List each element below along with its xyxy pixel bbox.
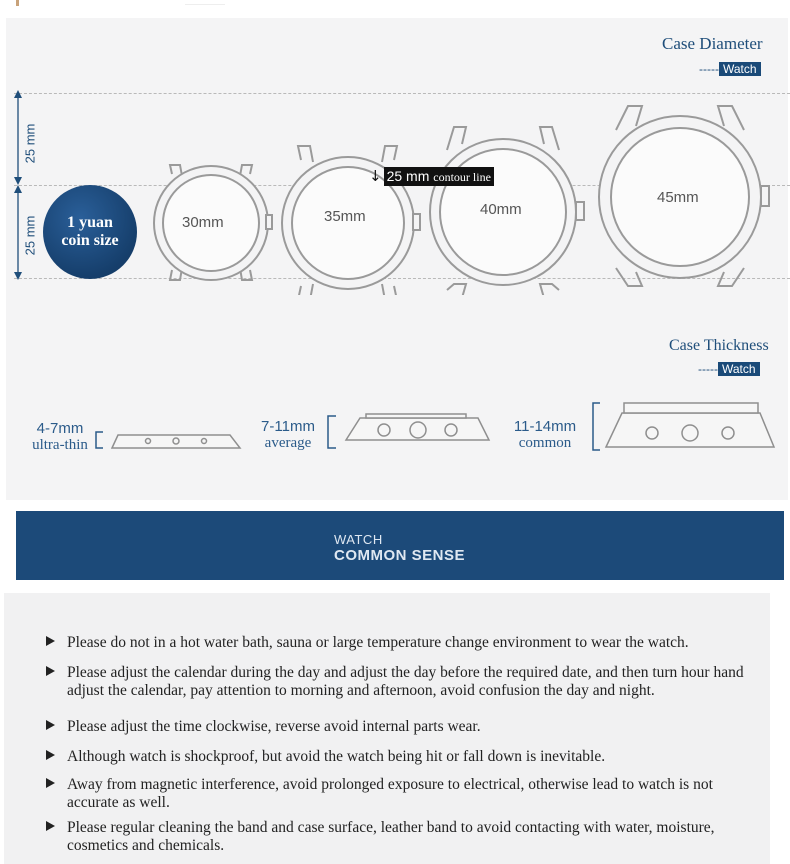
triangle-bullet-icon: [46, 750, 55, 760]
top-divider: [185, 4, 225, 5]
banner-line1: WATCH: [334, 532, 383, 547]
case-thickness-heading: Case Thickness: [669, 337, 769, 354]
thickness-profiles-svg: [0, 395, 790, 460]
thickness-kind: common: [518, 435, 572, 451]
triangle-bullet-icon: [46, 636, 55, 646]
thickness-range: 4-7mm: [36, 420, 84, 437]
case-diameter-tag: [699, 62, 761, 76]
banner-line2: COMMON SENSE: [334, 547, 466, 564]
contour-value: 25 mm: [386, 167, 430, 184]
tip-item: Please do not in a hot water bath, sauna or large temperature change environment to wear the watch.: [46, 634, 768, 652]
triangle-bullet-icon: [46, 778, 55, 788]
tip-item: Please adjust the time clockwise, reverse avoid internal parts wear.: [46, 718, 768, 736]
tag-dash: -----: [698, 362, 718, 376]
common-sense-banner: [16, 511, 784, 580]
bottom-measure-label: 25 mm: [22, 215, 38, 256]
case-diameter-heading: Case Diameter: [662, 34, 763, 53]
coin-line2: coin size: [61, 232, 119, 249]
tip-item: Please adjust the calendar during the day and adjust the day before the required date, and then turn hour hand adjust the calendar, pay attention to morning and afternoon, avoid confusion the day and night.: [46, 664, 768, 700]
tip-item: Please regular cleaning the band and case surface, leather band to avoid contacting with water, moisture, cosmetics and chemicals.: [46, 819, 768, 855]
watch-45mm-label: 45mm: [657, 189, 699, 206]
triangle-bullet-icon: [46, 720, 55, 730]
watch-tag: Watch: [718, 362, 760, 376]
tip-item: Away from magnetic interference, avoid prolonged exposure to electrical, otherwise lead to watch is not accurate as well.: [46, 776, 768, 812]
thickness-range: 7-11mm: [261, 418, 315, 435]
triangle-bullet-icon: [46, 821, 55, 831]
contour-label: contour line: [433, 169, 491, 184]
down-arrow-icon: ↓: [369, 167, 382, 185]
watch-tag: Watch: [719, 62, 761, 76]
watch-30mm-label: 30mm: [182, 214, 224, 231]
watch-35mm-label: 35mm: [324, 208, 366, 225]
case-thickness-tag: [698, 362, 760, 376]
triangle-bullet-icon: [46, 666, 55, 676]
tag-dash: -----: [699, 62, 719, 76]
coin-line1: 1 yuan: [67, 214, 113, 231]
thickness-kind: average: [264, 435, 312, 451]
contour-line-callout: [369, 167, 494, 185]
top-measure-label: 25 mm: [22, 123, 38, 164]
thickness-range: 11-14mm: [513, 418, 577, 435]
guide-line-top: [14, 93, 790, 94]
thickness-kind: ultra-thin: [32, 437, 88, 453]
top-accent-mark: [16, 0, 19, 6]
tip-item: Although watch is shockproof, but avoid the watch being hit or fall down is inevitable.: [46, 748, 768, 766]
watch-40mm-label: 40mm: [480, 201, 522, 218]
